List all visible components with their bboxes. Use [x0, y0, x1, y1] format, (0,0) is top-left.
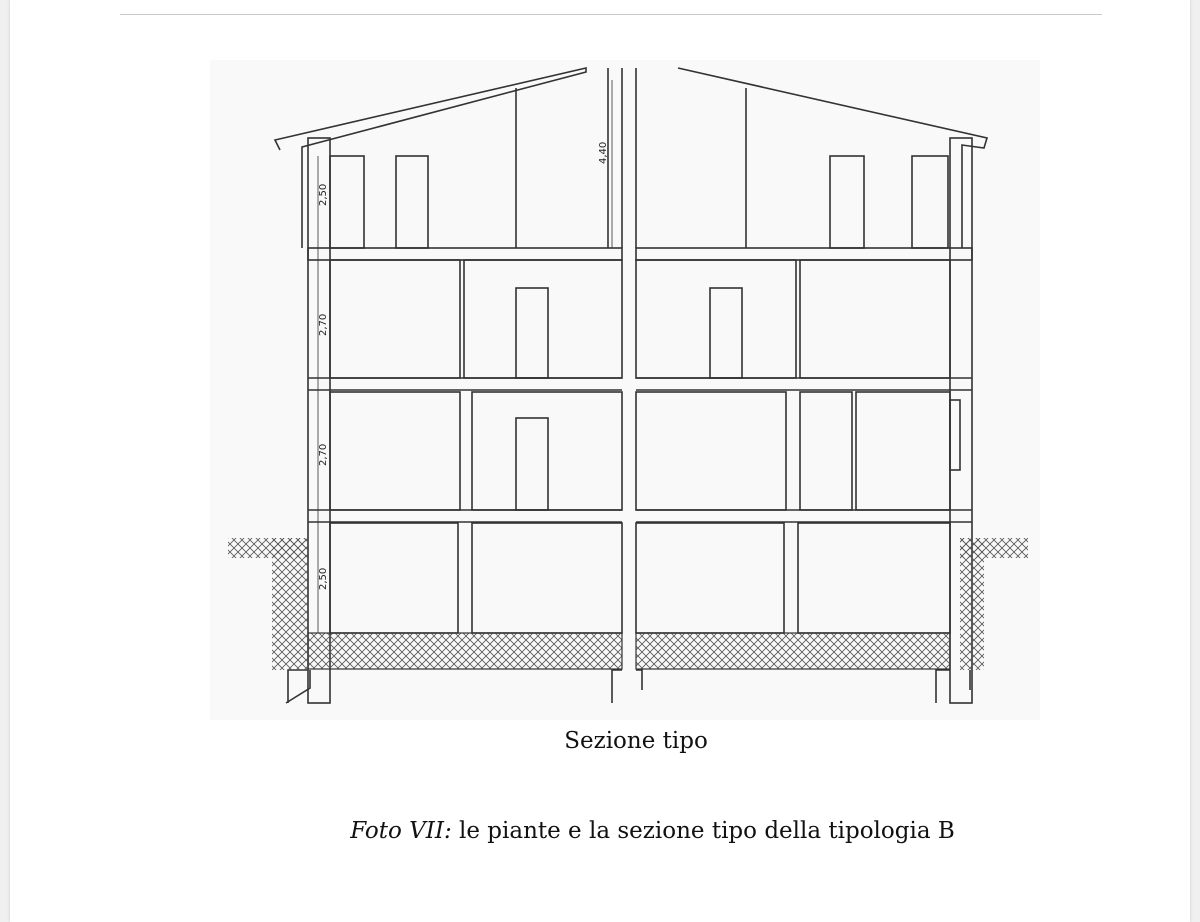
photo-caption — [10, 818, 1200, 844]
document-page — [10, 0, 1190, 922]
section-drawing-svg — [210, 60, 1040, 720]
photo-caption-label: Foto VII: — [350, 818, 452, 844]
section-title: Sezione tipo — [564, 728, 708, 754]
dimension-attic: 2,50 — [318, 183, 329, 206]
header-rule — [120, 14, 1102, 15]
dimension-ground: 2,50 — [318, 567, 329, 590]
dimension-floor-2: 2,70 — [318, 313, 329, 336]
photo-caption-text: le piante e la sezione tipo della tipologia B — [451, 818, 955, 844]
building-section-drawing — [210, 60, 1040, 720]
dimension-floor-1: 2,70 — [318, 443, 329, 466]
dimension-roof-height: 4,40 — [598, 141, 609, 164]
